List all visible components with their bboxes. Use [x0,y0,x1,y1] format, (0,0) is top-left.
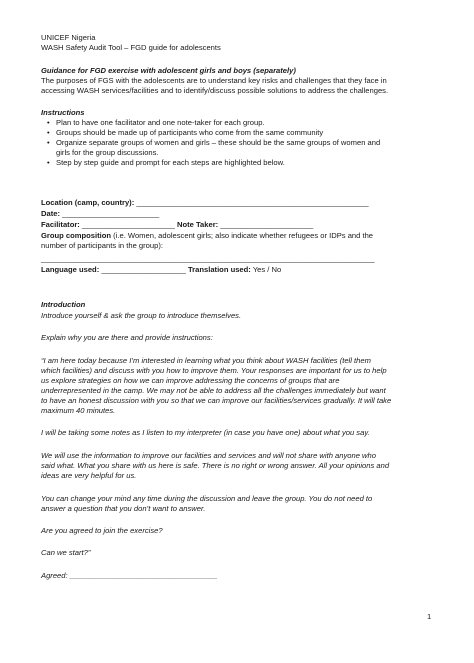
instructions-heading: Instructions [41,108,85,117]
guidance-line-2: accessing WASH services/facilities and to identify/discuss possible solutions to address the challenges. [41,86,389,95]
change-mind-line: You can change your mind any time during the discussion and leave the group. You do not need to [41,494,373,503]
guidance-line-1: The purposes of FGS with the adolescents are to understand key risks and challenges that they face in [41,76,387,85]
tool-title: WASH Safety Audit Tool – FGD guide for adolescents [41,43,221,52]
language-label: Language used: [41,265,100,274]
info-line: said what. What you share with us here is safe. There is no right or wrong answer. All your opinions and [41,461,390,470]
quote-line: which facilities) and discuss with you how to improve them. Your responses are important for us to help [41,366,387,375]
language-row [41,265,281,275]
notes-line: I will be taking some notes as I listen to my interpreter (in case you have one) about what you say. [41,428,370,437]
date-field[interactable]: _______________________ [62,209,160,218]
quote-line: underrepresented in the camp. We may not be able to address all the challenges immediately but want [41,386,386,395]
bullet-icon: • [47,138,50,147]
agreed-field[interactable]: ___________________________________ [69,571,218,580]
location-field[interactable]: _______________________________________________________ [136,198,369,207]
date-label: Date: [41,209,60,218]
facilitator-row [41,220,313,230]
info-line: We will use the information to improve our facilities and services and will not share with anyone who [41,451,376,460]
date-row [41,209,159,219]
info-line: ideas are very helpful for us. [41,471,137,480]
explain-line: Explain why you are there and provide instructions: [41,333,213,342]
quote-line: us explore strategies on how we can improve addressing the concerns of groups that are [41,376,340,385]
group-composition-instructions-continued: number of participants in the group): [41,241,163,250]
translation-options[interactable]: Yes / No [252,265,282,274]
language-field[interactable]: ____________________ [101,265,186,274]
location-label: Location (camp, country): [41,198,135,207]
agreed-row [41,571,218,581]
quote-line: to have an honest discussion with you so that we can improve our facilities/services gradually. It will take [41,396,392,405]
facilitator-label: Facilitator: [41,220,80,229]
introduction-line: Introduce yourself & ask the group to introduce themselves. [41,311,242,320]
instruction-item-continued: girls for the group discussions. [56,148,159,157]
org-name: UNICEF Nigeria [41,33,96,42]
group-composition-row [41,231,373,241]
page-number: 1 [427,612,432,621]
group-composition-label: Group composition [41,231,112,240]
change-mind-line: answer a question that you don’t want to answer. [41,504,206,513]
group-composition-field[interactable]: _______________________________________________________________________________ [41,254,375,263]
instruction-item: Organize separate groups of women and girls – these should be the same groups of women and [56,138,381,147]
agreed-label: Agreed: [41,571,70,580]
quote-line: “I am here today because I’m interested in learning what you think about WASH facilities (tell them [41,356,371,365]
start-question: Can we start?” [41,548,91,557]
introduction-heading: Introduction [41,300,86,309]
bullet-icon: • [47,158,50,167]
group-composition-instructions: (i.e. Women, adolescent girls; also indicate whether refugees or IDPs and the [113,231,374,240]
instruction-item: Plan to have one facilitator and one note-taker for each group. [56,118,265,127]
facilitator-field[interactable]: ______________________ [81,220,175,229]
translation-label: Translation used: [187,265,251,274]
guidance-heading: Guidance for FGD exercise with adolescent girls and boys (separately) [41,66,296,75]
note-taker-field[interactable]: ______________________ [220,220,314,229]
instruction-item: Step by step guide and prompt for each steps are highlighted below. [56,158,285,167]
location-row [41,198,369,208]
quote-line: maximum 40 minutes. [41,406,116,415]
instruction-item: Groups should be made up of participants who come from the same community [56,128,324,137]
bullet-icon: • [47,128,50,137]
bullet-icon: • [47,118,50,127]
agree-question: Are you agreed to join the exercise? [41,526,163,535]
note-taker-label: Note Taker: [177,220,219,229]
